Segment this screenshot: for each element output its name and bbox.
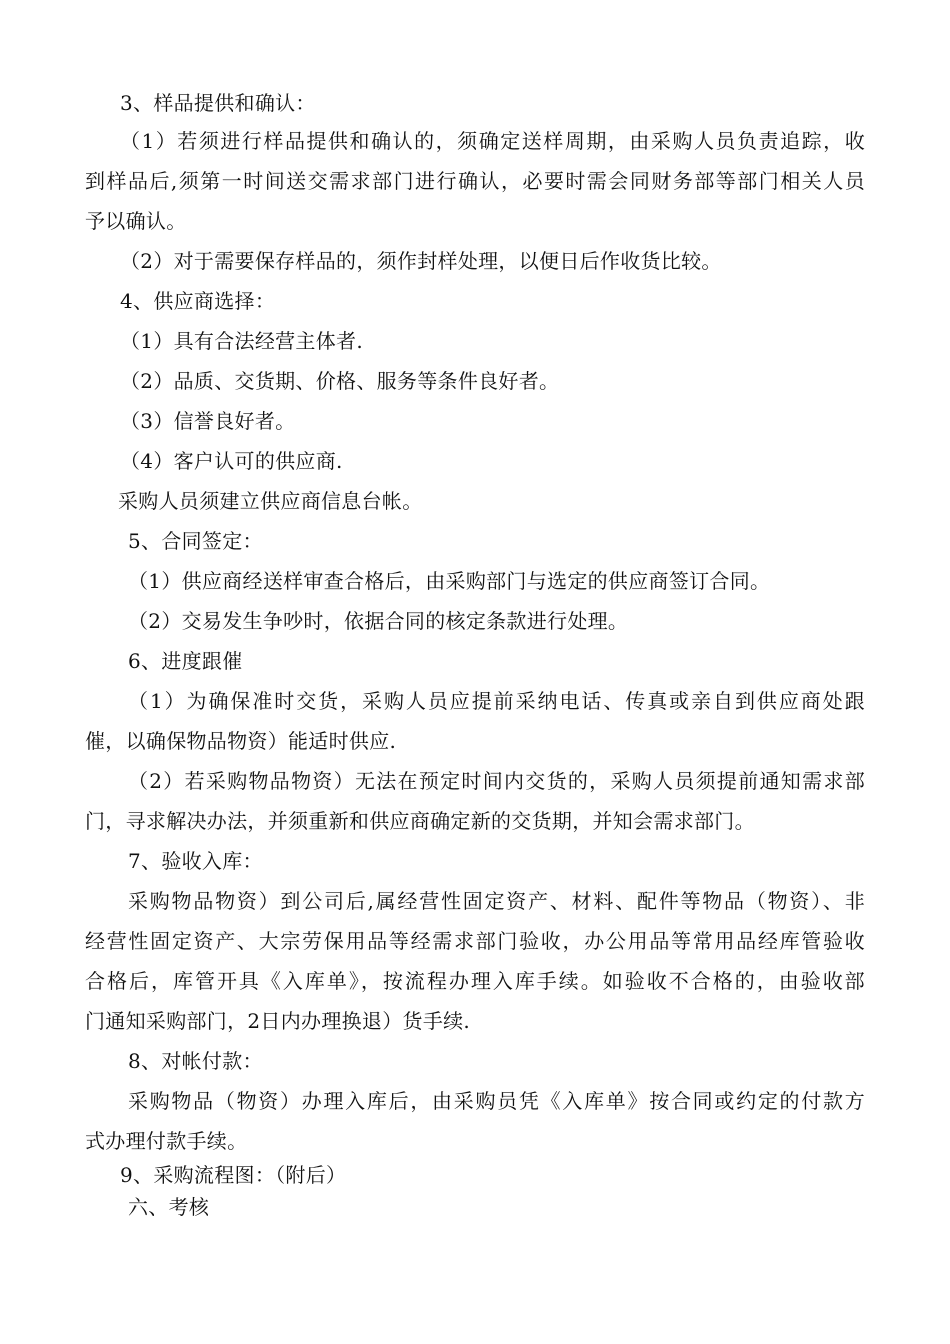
section-5-heading: 5、合同签定： bbox=[128, 529, 263, 553]
section-7-para-line-1: 采购物品物资）到公司后,属经营性固定资产、材料、配件等物品（物资）、非 bbox=[128, 889, 865, 913]
section-4-item-4: （4）客户认可的供应商. bbox=[120, 449, 343, 473]
section-3-item-2: （2）对于需要保存样品的，须作封样处理，以便日后作收货比较。 bbox=[120, 249, 722, 273]
section-4-heading: 4、供应商选择： bbox=[120, 289, 276, 313]
section-3-item-1-line-3: 予以确认。 bbox=[85, 209, 187, 233]
section-4-item-2: （2）品质、交货期、价格、服务等条件良好者。 bbox=[120, 369, 560, 393]
section-7-para-line-4: 门通知采购部门，2日内办理换退）货手续. bbox=[85, 1009, 471, 1033]
section-7-heading: 7、验收入库： bbox=[128, 849, 263, 873]
section-5-item-2: （2）交易发生争吵时，依据合同的核定条款进行处理。 bbox=[128, 609, 629, 633]
section-7-para-line-2: 经营性固定资产、大宗劳保用品等经需求部门验收，办公用品等常用品经库管验收 bbox=[85, 929, 865, 953]
section-6-heading: 6、进度跟催 bbox=[128, 649, 243, 673]
section-8-para-line-1: 采购物品（物资）办理入库后，由采购员凭《入库单》按合同或约定的付款方 bbox=[128, 1089, 865, 1113]
section-3-heading: 3、样品提供和确认： bbox=[120, 91, 316, 115]
section-7-para-line-3: 合格后，库管开具《入库单》，按流程办理入库手续。如验收不合格的，由验收部 bbox=[85, 969, 865, 993]
section-3-item-1-line-2: 到样品后,须第一时间送交需求部门进行确认，必要时需会同财务部等部门相关人员 bbox=[85, 169, 865, 193]
section-3-item-1-line-1: （1）若须进行样品提供和确认的，须确定送样周期，由采购人员负责追踪，收 bbox=[120, 129, 865, 153]
section-6-item-2-line-2: 门，寻求解决办法，并须重新和供应商确定新的交货期，并知会需求部门。 bbox=[85, 809, 755, 833]
section-8-para-line-2: 式办理付款手续。 bbox=[85, 1129, 248, 1153]
section-9-heading: 9、采购流程图：（附后） bbox=[120, 1163, 347, 1187]
section-4-item-1: （1）具有合法经营主体者. bbox=[120, 329, 363, 353]
section-5-item-1: （1）供应商经送样审查合格后，由采购部门与选定的供应商签订合同。 bbox=[128, 569, 771, 593]
section-6-item-1-line-2: 催，以确保物品物资）能适时供应. bbox=[85, 729, 397, 753]
section-6-item-1-line-1: （1）为确保准时交货，采购人员应提前采纳电话、传真或亲自到供应商处跟 bbox=[128, 689, 865, 713]
section-8-heading: 8、对帐付款： bbox=[128, 1049, 263, 1073]
section-6-item-2-line-1: （2）若采购物品物资）无法在预定时间内交货的，采购人员须提前通知需求部 bbox=[128, 769, 865, 793]
section-4-item-3: （3）信誉良好者。 bbox=[120, 409, 296, 433]
section-six-heading: 六、考核 bbox=[128, 1195, 210, 1219]
section-4-note: 采购人员须建立供应商信息台帐。 bbox=[118, 489, 423, 513]
